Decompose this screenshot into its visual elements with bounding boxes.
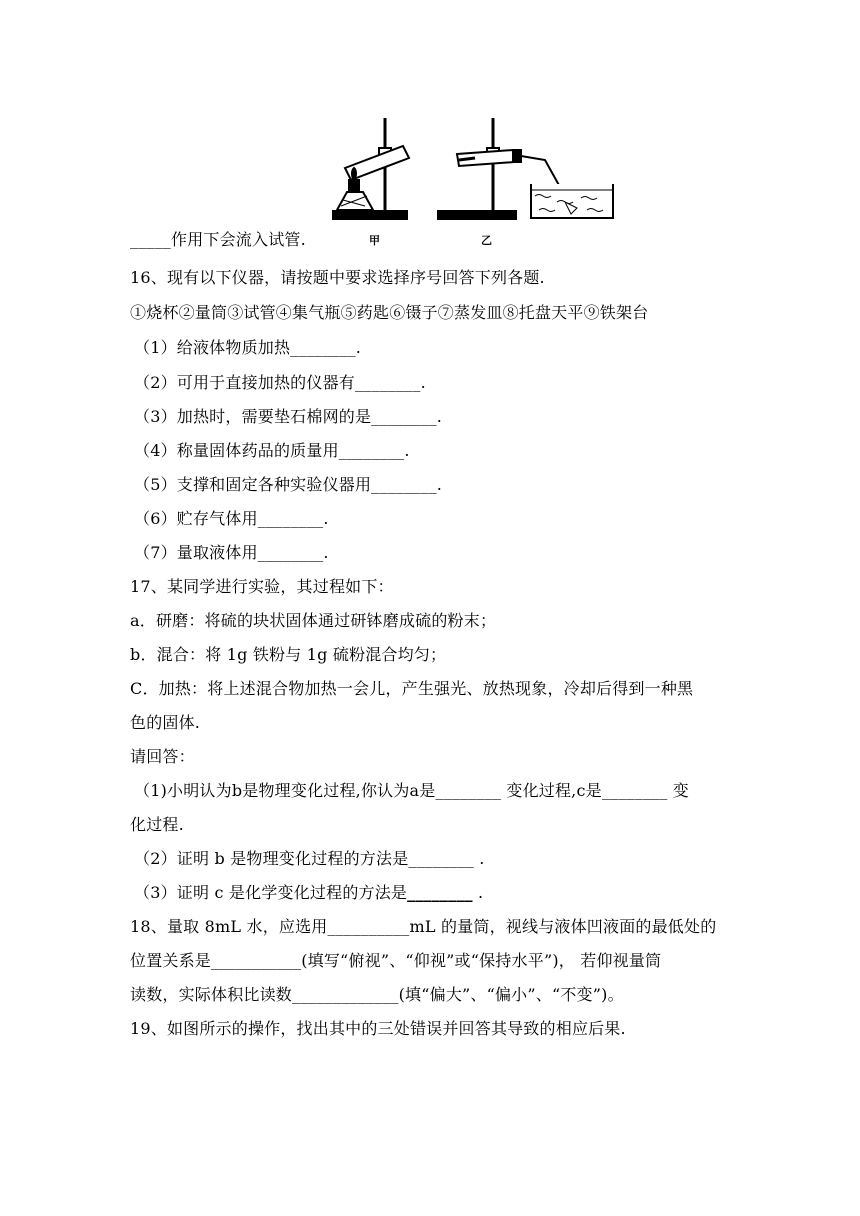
question-17-prompt: 请回答：	[130, 747, 195, 766]
question-17-step: C．加热：将上述混合物加热一会儿，产生强光、放热现象，冷却后得到一种黑	[130, 679, 694, 698]
answer-blank: ________	[407, 883, 473, 902]
question-19: 19、如图所示的操作，找出其中的三处错误并回答其导致的相应后果.	[130, 1019, 626, 1038]
question-17-item-cont: 化过程.	[130, 815, 184, 834]
item-text: （3）证明 c 是化学变化过程的方法是	[134, 883, 408, 902]
apparatus-figure	[325, 110, 620, 250]
question-16-item: （4）称量固体药品的质量用________.	[134, 441, 410, 460]
question-16-heading: 16、现有以下仪器，请按题中要求选择序号回答下列各题.	[130, 268, 545, 287]
question-16-item: （3）加热时，需要垫石棉网的是________.	[134, 407, 443, 426]
instrument-list: ①烧杯②量筒③试管④集气瓶⑤药匙⑥镊子⑦蒸发皿⑧托盘天平⑨铁架台	[130, 303, 649, 322]
question-17-step-cont: 色的固体.	[130, 713, 201, 732]
question-18-cont: 位置关系是___________(填写“俯视”、“仰视”或“保持水平”)， 若仰视量筒	[130, 951, 662, 970]
figure-label-right: 乙	[481, 234, 492, 247]
figure-label-left: 甲	[369, 234, 380, 247]
text-line: _____作用下会流入试管.	[130, 230, 306, 249]
question-16-item: （5）支撑和固定各种实验仪器用________.	[134, 475, 443, 494]
question-17-item: （2）证明 b 是物理变化过程的方法是________ .	[134, 849, 485, 868]
question-16-item: （1）给液体物质加热________.	[134, 338, 362, 357]
item-end: .	[472, 883, 484, 902]
question-17-step: b．混合：将 1g 铁粉与 1g 硫粉混合均匀；	[130, 645, 447, 664]
question-16-item: （2）可用于直接加热的仪器有________.	[134, 373, 426, 392]
question-18-cont: 读数，实际体积比读数_____________(填“偏大”、“偏小”、“不变”)。	[130, 985, 624, 1004]
question-17-item: （1)小明认为b是物理变化过程,你认为a是________ 变化过程,c是________ 变	[134, 781, 689, 800]
question-16-item: （6）贮存气体用________.	[134, 509, 329, 528]
question-17-step: a．研磨：将硫的块状固体通过研钵磨成硫的粉末；	[130, 611, 497, 630]
question-18: 18、量取 8mL 水，应选用__________mL 的量筒，视线与液体凹液面的最低处的	[130, 917, 717, 936]
question-17-heading: 17、某同学进行实验，其过程如下：	[130, 577, 394, 596]
question-16-item: （7）量取液体用________.	[134, 543, 329, 562]
apparatus-illustration	[325, 110, 620, 250]
question-17-item	[134, 882, 483, 904]
